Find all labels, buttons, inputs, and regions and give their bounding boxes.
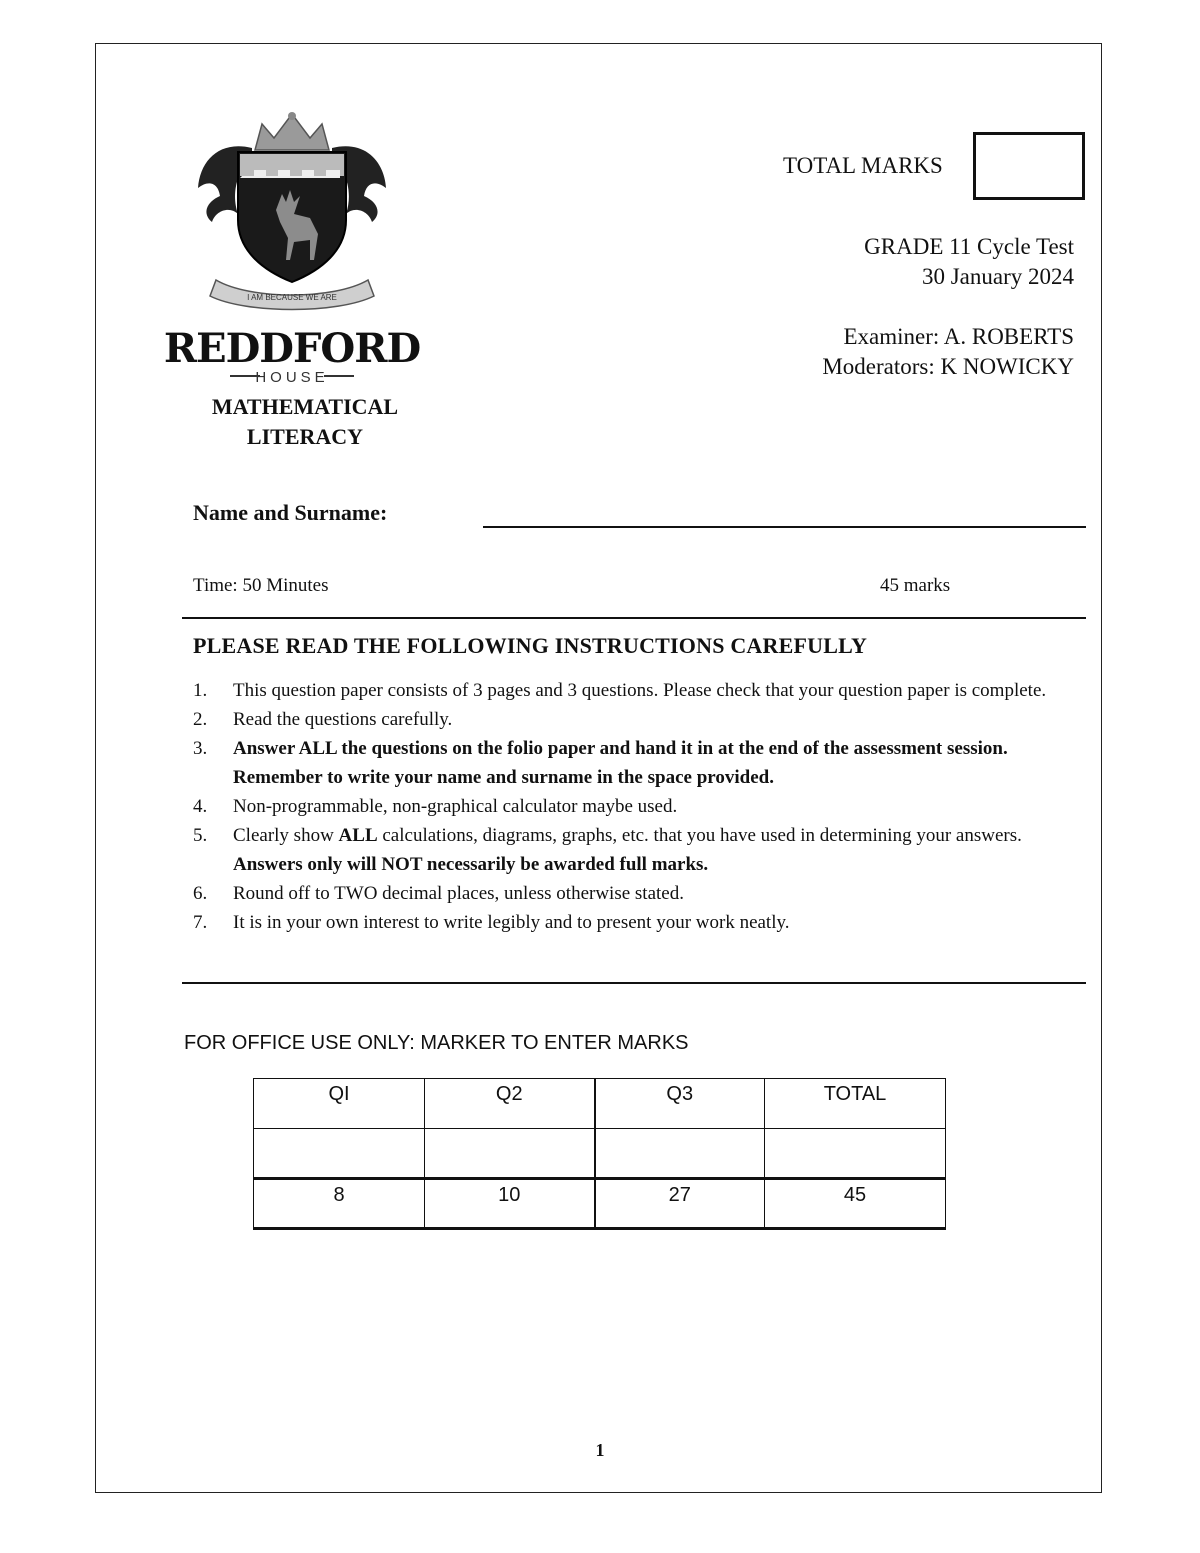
instruction-text-part: Clearly show [233,825,339,846]
divider-bottom [182,982,1086,984]
instruction-number: 4. [193,796,208,817]
svg-text:HOUSE: HOUSE [255,369,329,386]
svg-text:REDDFORD: REDDFORD [163,325,421,372]
instruction-item [193,705,1073,734]
examiner: Examiner: A. ROBERTS [843,324,1074,349]
header-q3: Q3 [595,1079,765,1129]
instruction-item [193,734,1073,792]
test-info [864,232,1074,292]
total-marks-label: TOTAL MARKS [783,153,943,178]
instruction-text [233,705,1073,734]
subject-line-1: MATHEMATICAL [211,394,399,419]
instruction-text-part: Read the questions carefully. [233,709,453,730]
instruction-text-part: calculations, diagrams, graphs, etc. that you have used in determining your answers. [377,825,1022,846]
instructions-heading: PLEASE READ THE FOLLOWING INSTRUCTIONS CAREFULLY [193,633,868,658]
instruction-text [233,879,1073,908]
instruction-text-part: Round off to TWO decimal places, unless otherwise stated. [233,883,684,904]
instruction-text [233,821,1073,879]
instruction-item [193,908,1073,937]
school-crest-logo [163,110,421,386]
instruction-number: 6. [193,883,208,904]
instruction-number: 3. [193,738,208,759]
instruction-text [233,676,1073,705]
marks-table-max-row [254,1179,946,1229]
staff-info [822,322,1074,382]
divider-top [182,617,1086,619]
name-surname-label: Name and Surname: [193,500,388,525]
instruction-number: 1. [193,680,208,701]
grade-line: GRADE 11 Cycle Test [864,234,1074,259]
instruction-number: 7. [193,912,208,933]
marks-table-header-row [254,1079,946,1129]
instruction-text [233,792,1073,821]
instruction-text-part: ALL [338,825,378,846]
instruction-text-part: This question paper consists of 3 pages and 3 questions. Please check that your question paper is complete. [233,680,1047,701]
exam-marks: 45 marks [880,575,951,596]
page-number: 1 [595,1440,605,1460]
marks-table-entry-row [254,1129,946,1179]
total-marks-box[interactable] [973,132,1085,200]
instruction-number: 2. [193,709,208,730]
instruction-text-part: Answer ALL the questions on the folio paper and hand it in at the end of the assessment session. Remember to write your name and surname in the space provided. [233,738,1008,788]
svg-text:I AM BECAUSE WE ARE: I AM BECAUSE WE ARE [247,293,337,302]
entry-total[interactable] [765,1129,946,1179]
entry-q3[interactable] [595,1129,765,1179]
instruction-item [193,879,1073,908]
header-total: TOTAL [765,1079,946,1129]
entry-q1[interactable] [254,1129,425,1179]
entry-q2[interactable] [425,1129,595,1179]
instruction-item [193,792,1073,821]
instructions-list [193,676,1073,937]
subject-line-2: LITERACY [246,424,364,449]
instruction-text [233,734,1073,792]
max-q1: 8 [254,1179,425,1229]
instruction-item [193,676,1073,705]
instruction-text-part: Non-programmable, non-graphical calculator maybe used. [233,796,678,817]
subject-title [190,392,420,452]
office-use-title: FOR OFFICE USE ONLY: MARKER TO ENTER MARKS [184,1032,689,1054]
header-q1: QI [254,1079,425,1129]
instruction-number: 5. [193,825,208,846]
name-surname-line[interactable] [483,526,1086,528]
instruction-item [193,821,1073,879]
instruction-text [233,908,1073,937]
test-date: 30 January 2024 [921,264,1074,289]
moderators: Moderators: K NOWICKY [822,354,1074,379]
max-total: 45 [765,1179,946,1229]
header-q2: Q2 [425,1079,595,1129]
max-q3: 27 [595,1179,765,1229]
instruction-text-part: Answers only will NOT necessarily be awarded full marks. [233,854,709,875]
exam-time: Time: 50 Minutes [193,575,329,596]
max-q2: 10 [425,1179,595,1229]
marks-table [253,1078,946,1230]
instruction-text-part: It is in your own interest to write legibly and to present your work neatly. [233,912,790,933]
